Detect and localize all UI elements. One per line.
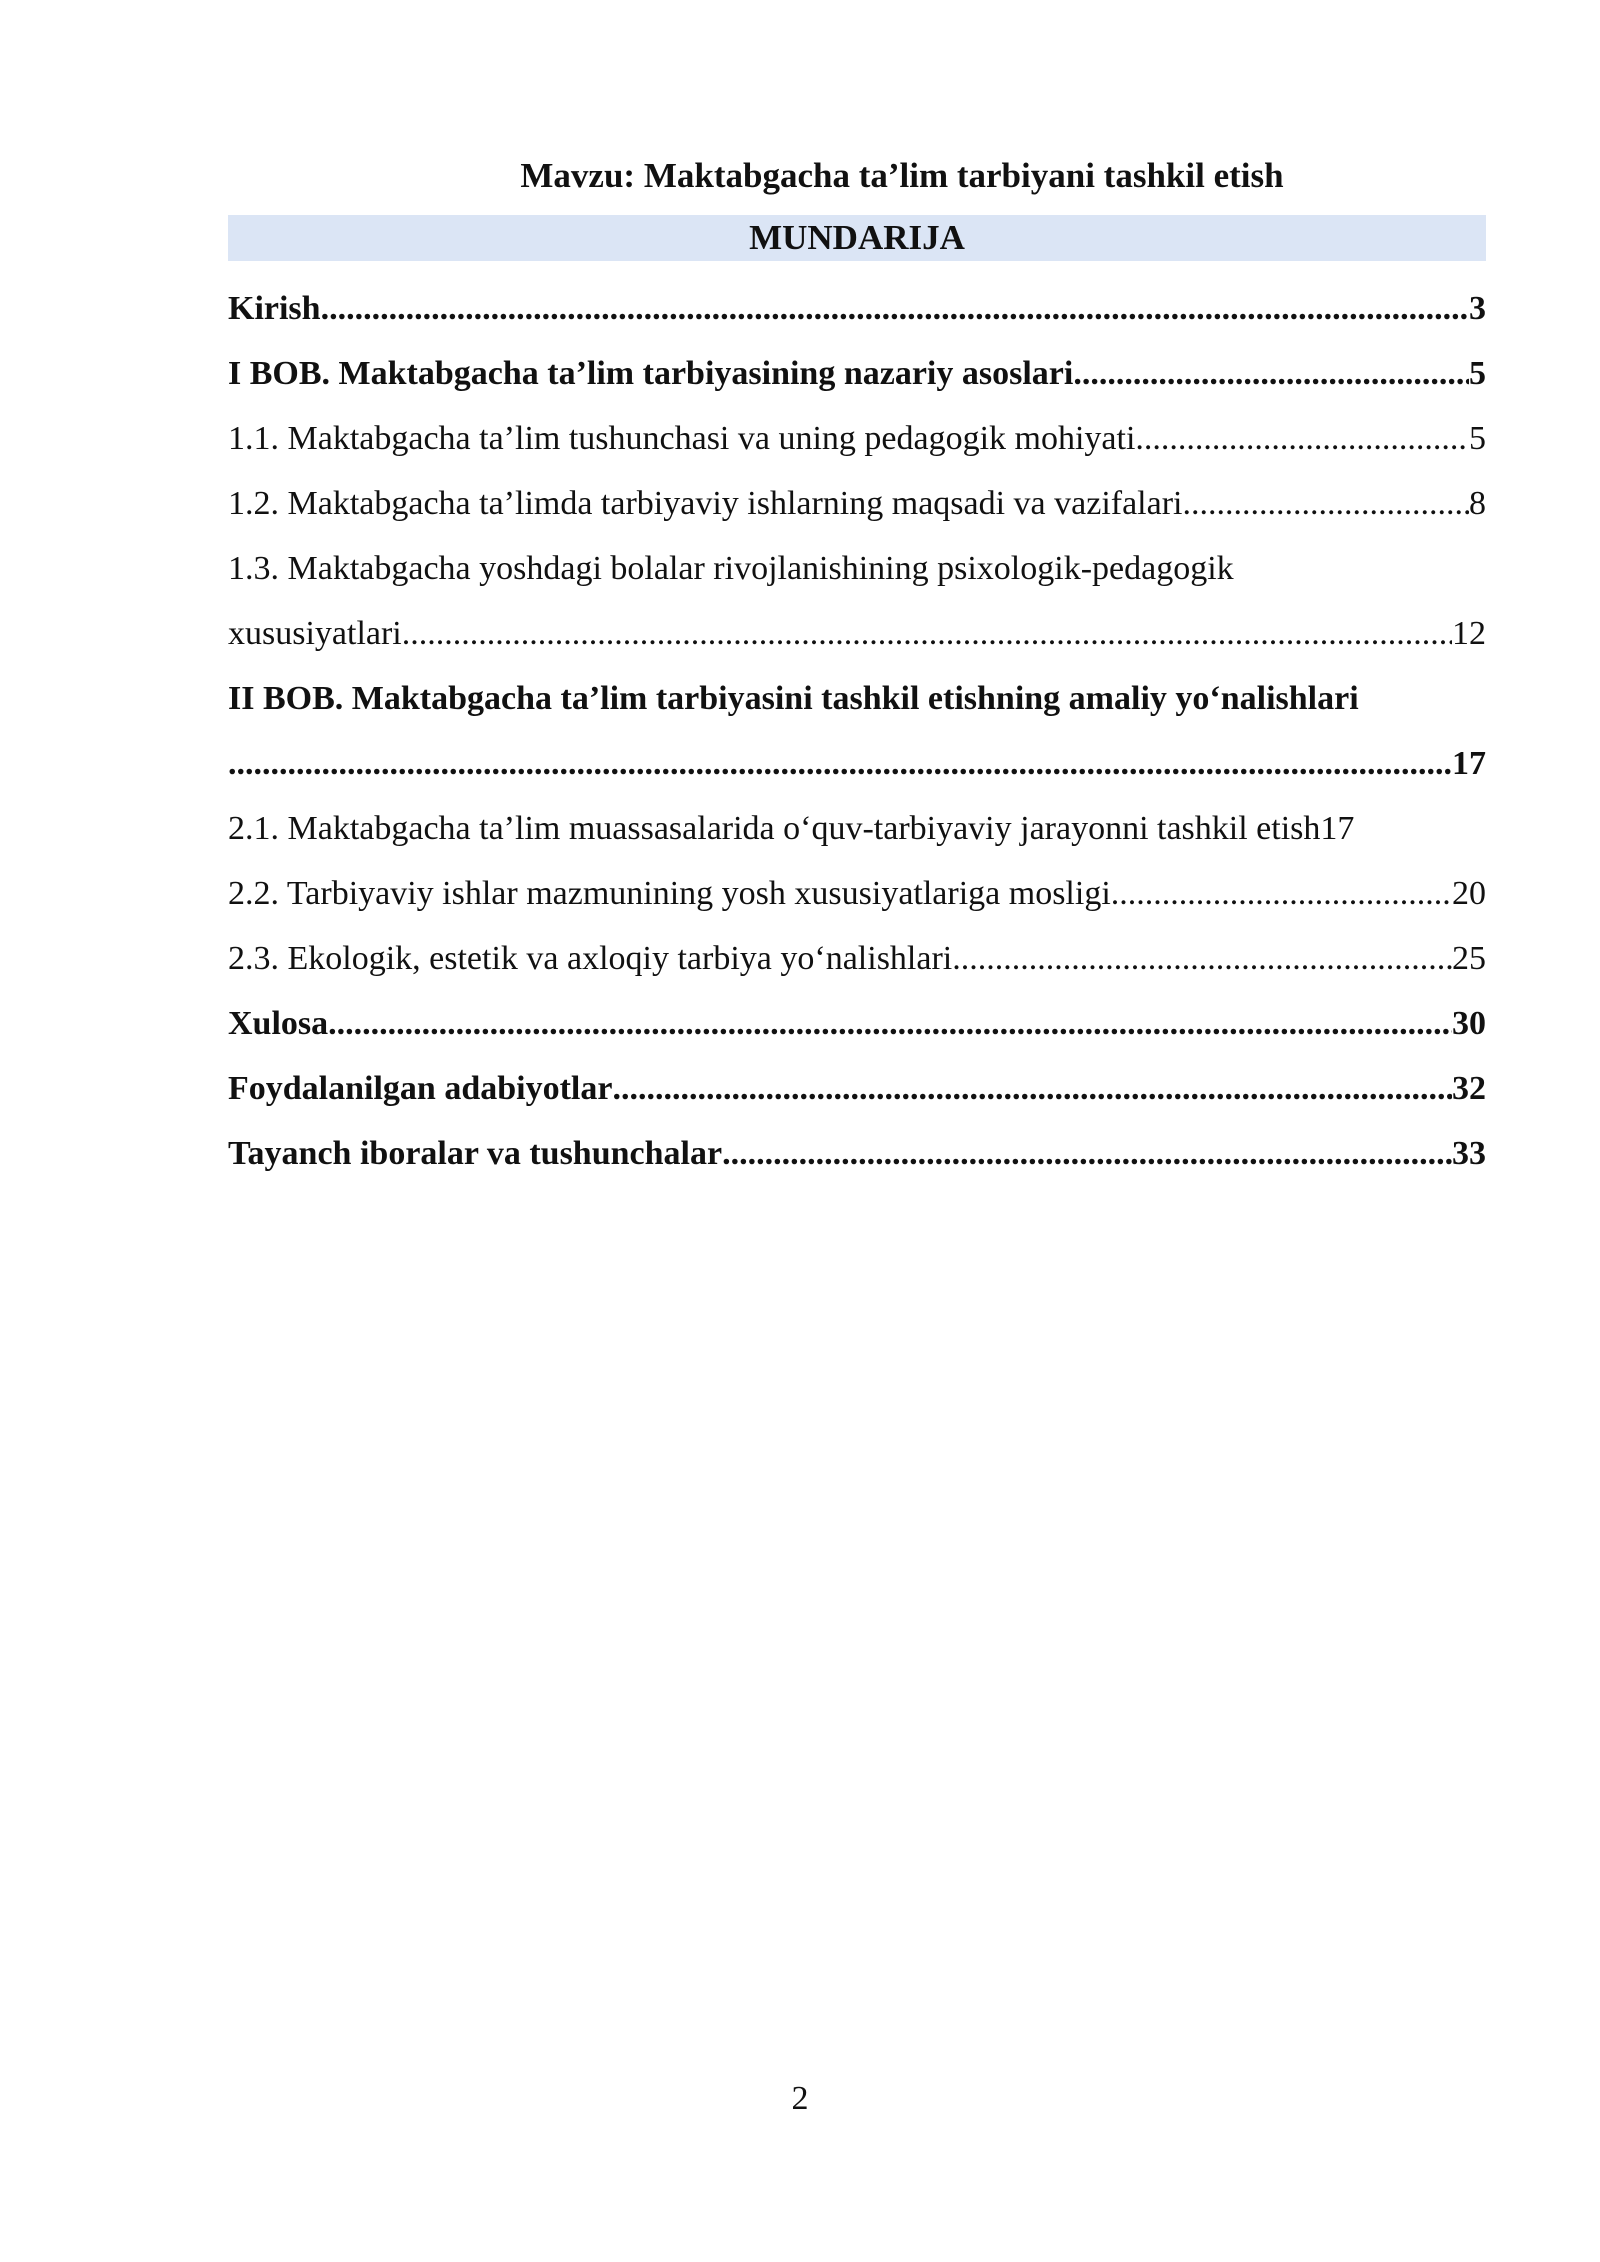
toc-entry-page: 3 [1469, 290, 1486, 327]
toc-dot-leader [952, 926, 1452, 991]
toc-entry-references[interactable] [228, 1056, 1486, 1121]
toc-entry-page: 17 [1452, 745, 1486, 782]
toc-entry-section-2-3[interactable] [228, 926, 1486, 991]
toc-entry-page: 17 [1320, 810, 1355, 847]
toc-dot-leader [1073, 341, 1469, 406]
toc-entry-label-line-1: 1.3. Maktabgacha yoshdagi bolalar rivojlanishining psixologik-pedagogik [228, 550, 1234, 587]
toc-entry-glossary[interactable] [228, 1121, 1486, 1186]
toc-entry-page: 25 [1452, 940, 1486, 977]
toc-entry-section-1-2[interactable] [228, 471, 1486, 536]
table-of-contents [228, 276, 1486, 1186]
toc-dot-leader [402, 601, 1452, 666]
toc-entry-chapter-2[interactable] [228, 666, 1486, 796]
toc-entry-page: 20 [1452, 875, 1486, 912]
toc-entry-label: 2.2. Tarbiyaviy ishlar mazmunining yosh xususiyatlariga mosligi [228, 875, 1111, 912]
toc-entry-page: 32 [1452, 1070, 1486, 1107]
toc-entry-label: 2.3. Ekologik, estetik va axloqiy tarbiya yo‘nalishlari [228, 940, 953, 977]
toc-entry-kirish[interactable] [228, 276, 1486, 341]
toc-entry-label: Foydalanilgan adabiyotlar [228, 1070, 613, 1107]
toc-entry-page: 33 [1452, 1135, 1486, 1172]
toc-entry-section-1-1[interactable] [228, 406, 1486, 471]
toc-entry-label: xususiyatlari [228, 615, 402, 652]
toc-entry-label: 2.1. Maktabgacha ta’lim muassasalarida o‘quv-tarbiyaviy jarayonni tashkil etish [228, 810, 1321, 847]
toc-dot-leader [722, 1121, 1452, 1186]
toc-entry-section-2-1[interactable] [228, 796, 1486, 861]
toc-dot-leader [1135, 406, 1469, 471]
toc-entry-label: I BOB. Maktabgacha ta’lim tarbiyasining nazariy asoslari [228, 355, 1074, 392]
toc-entry-section-2-2[interactable] [228, 861, 1486, 926]
page-number: 2 [791, 2080, 809, 2117]
toc-entry-chapter-1[interactable] [228, 341, 1486, 406]
toc-entry-label: Xulosa [228, 1005, 329, 1042]
toc-dot-leader [612, 1056, 1452, 1121]
toc-dot-leader [228, 731, 1452, 796]
toc-entry-label: 1.2. Maktabgacha ta’limda tarbiyaviy ishlarning maqsadi va vazifalari [228, 485, 1183, 522]
document-topic: Mavzu: Maktabgacha ta’lim tarbiyani tashkil etish [520, 156, 1284, 195]
toc-entry-xulosa[interactable] [228, 991, 1486, 1056]
toc-entry-label: Kirish [228, 290, 321, 327]
toc-entry-page: 5 [1469, 420, 1486, 457]
toc-entry-page: 5 [1469, 355, 1486, 392]
toc-entry-page: 8 [1469, 485, 1486, 522]
toc-dot-leader [321, 276, 1469, 341]
toc-dot-leader [1111, 861, 1452, 926]
toc-dot-leader [1183, 471, 1470, 536]
toc-entry-section-1-3[interactable] [228, 536, 1486, 666]
toc-entry-label-line-1: II BOB. Maktabgacha ta’lim tarbiyasini tashkil etishning amaliy yo‘nalishlari [228, 680, 1359, 717]
toc-entry-page: 12 [1452, 615, 1486, 652]
toc-heading: MUNDARIJA [228, 215, 1486, 261]
toc-entry-label: Tayanch iboralar va tushunchalar [228, 1135, 723, 1172]
toc-entry-label: 1.1. Maktabgacha ta’lim tushunchasi va uning pedagogik mohiyati [228, 420, 1136, 457]
toc-entry-page: 30 [1452, 1005, 1486, 1042]
toc-dot-leader [328, 991, 1452, 1056]
